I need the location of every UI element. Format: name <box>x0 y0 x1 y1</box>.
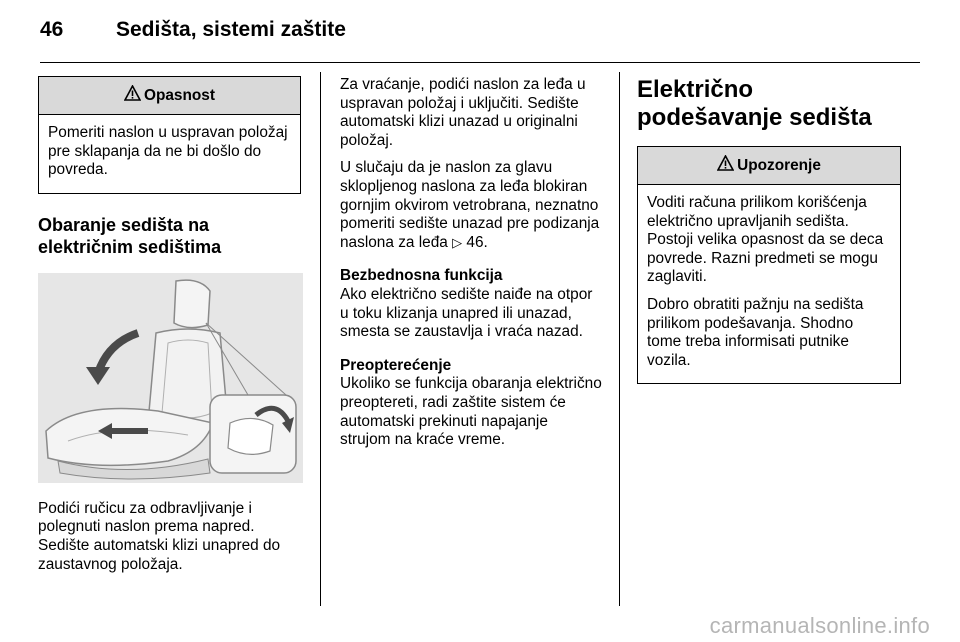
page-header <box>40 18 920 48</box>
caution-box-body <box>638 185 900 383</box>
column-divider <box>320 72 321 606</box>
section-heading-large: Električno podešavanje sedišta <box>637 76 872 131</box>
safety-text: Ako električno sedište naiđe na otpor u toku klizanja unapred ili unazad, smesta se zaustavlja i vraća nazad. <box>340 285 593 341</box>
cross-reference-page[interactable]: 46. <box>466 233 488 251</box>
warning-triangle-icon <box>124 85 141 106</box>
safety-heading: Bezbednosna funkcija <box>340 267 503 285</box>
watermark: carmanualsonline.info <box>709 613 930 638</box>
danger-box-body <box>39 115 300 193</box>
danger-box-header <box>39 77 300 115</box>
header-rule <box>40 62 920 63</box>
danger-heading: Opasnost <box>144 86 215 104</box>
cross-reference-icon: ▷ <box>452 234 463 250</box>
overload-text: Ukoliko se funkcija obaranja električno preoptereti, radi zaštite sistem će automatski prekinuti napajanje strujom na kraće vreme. <box>340 375 602 449</box>
headrest-paragraph-text: U slučaju da je naslon za glavu sklopljenog naslona za leđa blokiran gornjim okvirom vetrobrana, neznatno pomeriti sedište unazad pre podizanja naslona za leđa <box>340 159 600 251</box>
overload-heading: Preopterećenje <box>340 356 452 374</box>
section-heading: Obaranje sedišta na električnim sedištima <box>38 214 222 257</box>
figure-caption: Podići ručicu za odbravljivanje i polegnuti naslon prema napred. Sedište automatski klizi unapred do zaustavnog položaja. <box>38 499 281 573</box>
headrest-paragraph <box>340 159 602 252</box>
danger-box <box>38 76 301 194</box>
return-paragraph: Za vraćanje, podići naslon za leđa u uspravan položaj i uključiti. Sedište automatski klizi unazad u originalni položaj. <box>340 76 586 149</box>
caution-box <box>637 146 901 384</box>
column-left <box>38 76 301 583</box>
caution-box-header <box>638 147 900 185</box>
column-divider <box>619 72 620 606</box>
caution-text-2: Dobro obratiti pažnju na sedišta prilikom podešavanja. Shodno tome treba informisati putnike vozila. <box>647 295 864 369</box>
page-number: 46 <box>40 18 64 41</box>
caution-heading: Upozorenje <box>737 156 821 174</box>
page-title: Sedišta, sistemi zaštite <box>116 18 346 41</box>
column-right <box>637 76 901 384</box>
danger-text: Pomeriti naslon u uspravan položaj pre sklapanja da ne bi došlo do povreda. <box>48 124 288 179</box>
warning-triangle-icon <box>717 155 734 176</box>
seat-backrest-folding-illustration <box>38 273 303 483</box>
caution-text-1: Voditi računa prilikom korišćenja električno upravljanih sedišta. Postoji velika opasnost da se deca povrede. Razni predmeti se mogu zaglaviti. <box>647 194 884 286</box>
column-middle <box>340 76 602 459</box>
